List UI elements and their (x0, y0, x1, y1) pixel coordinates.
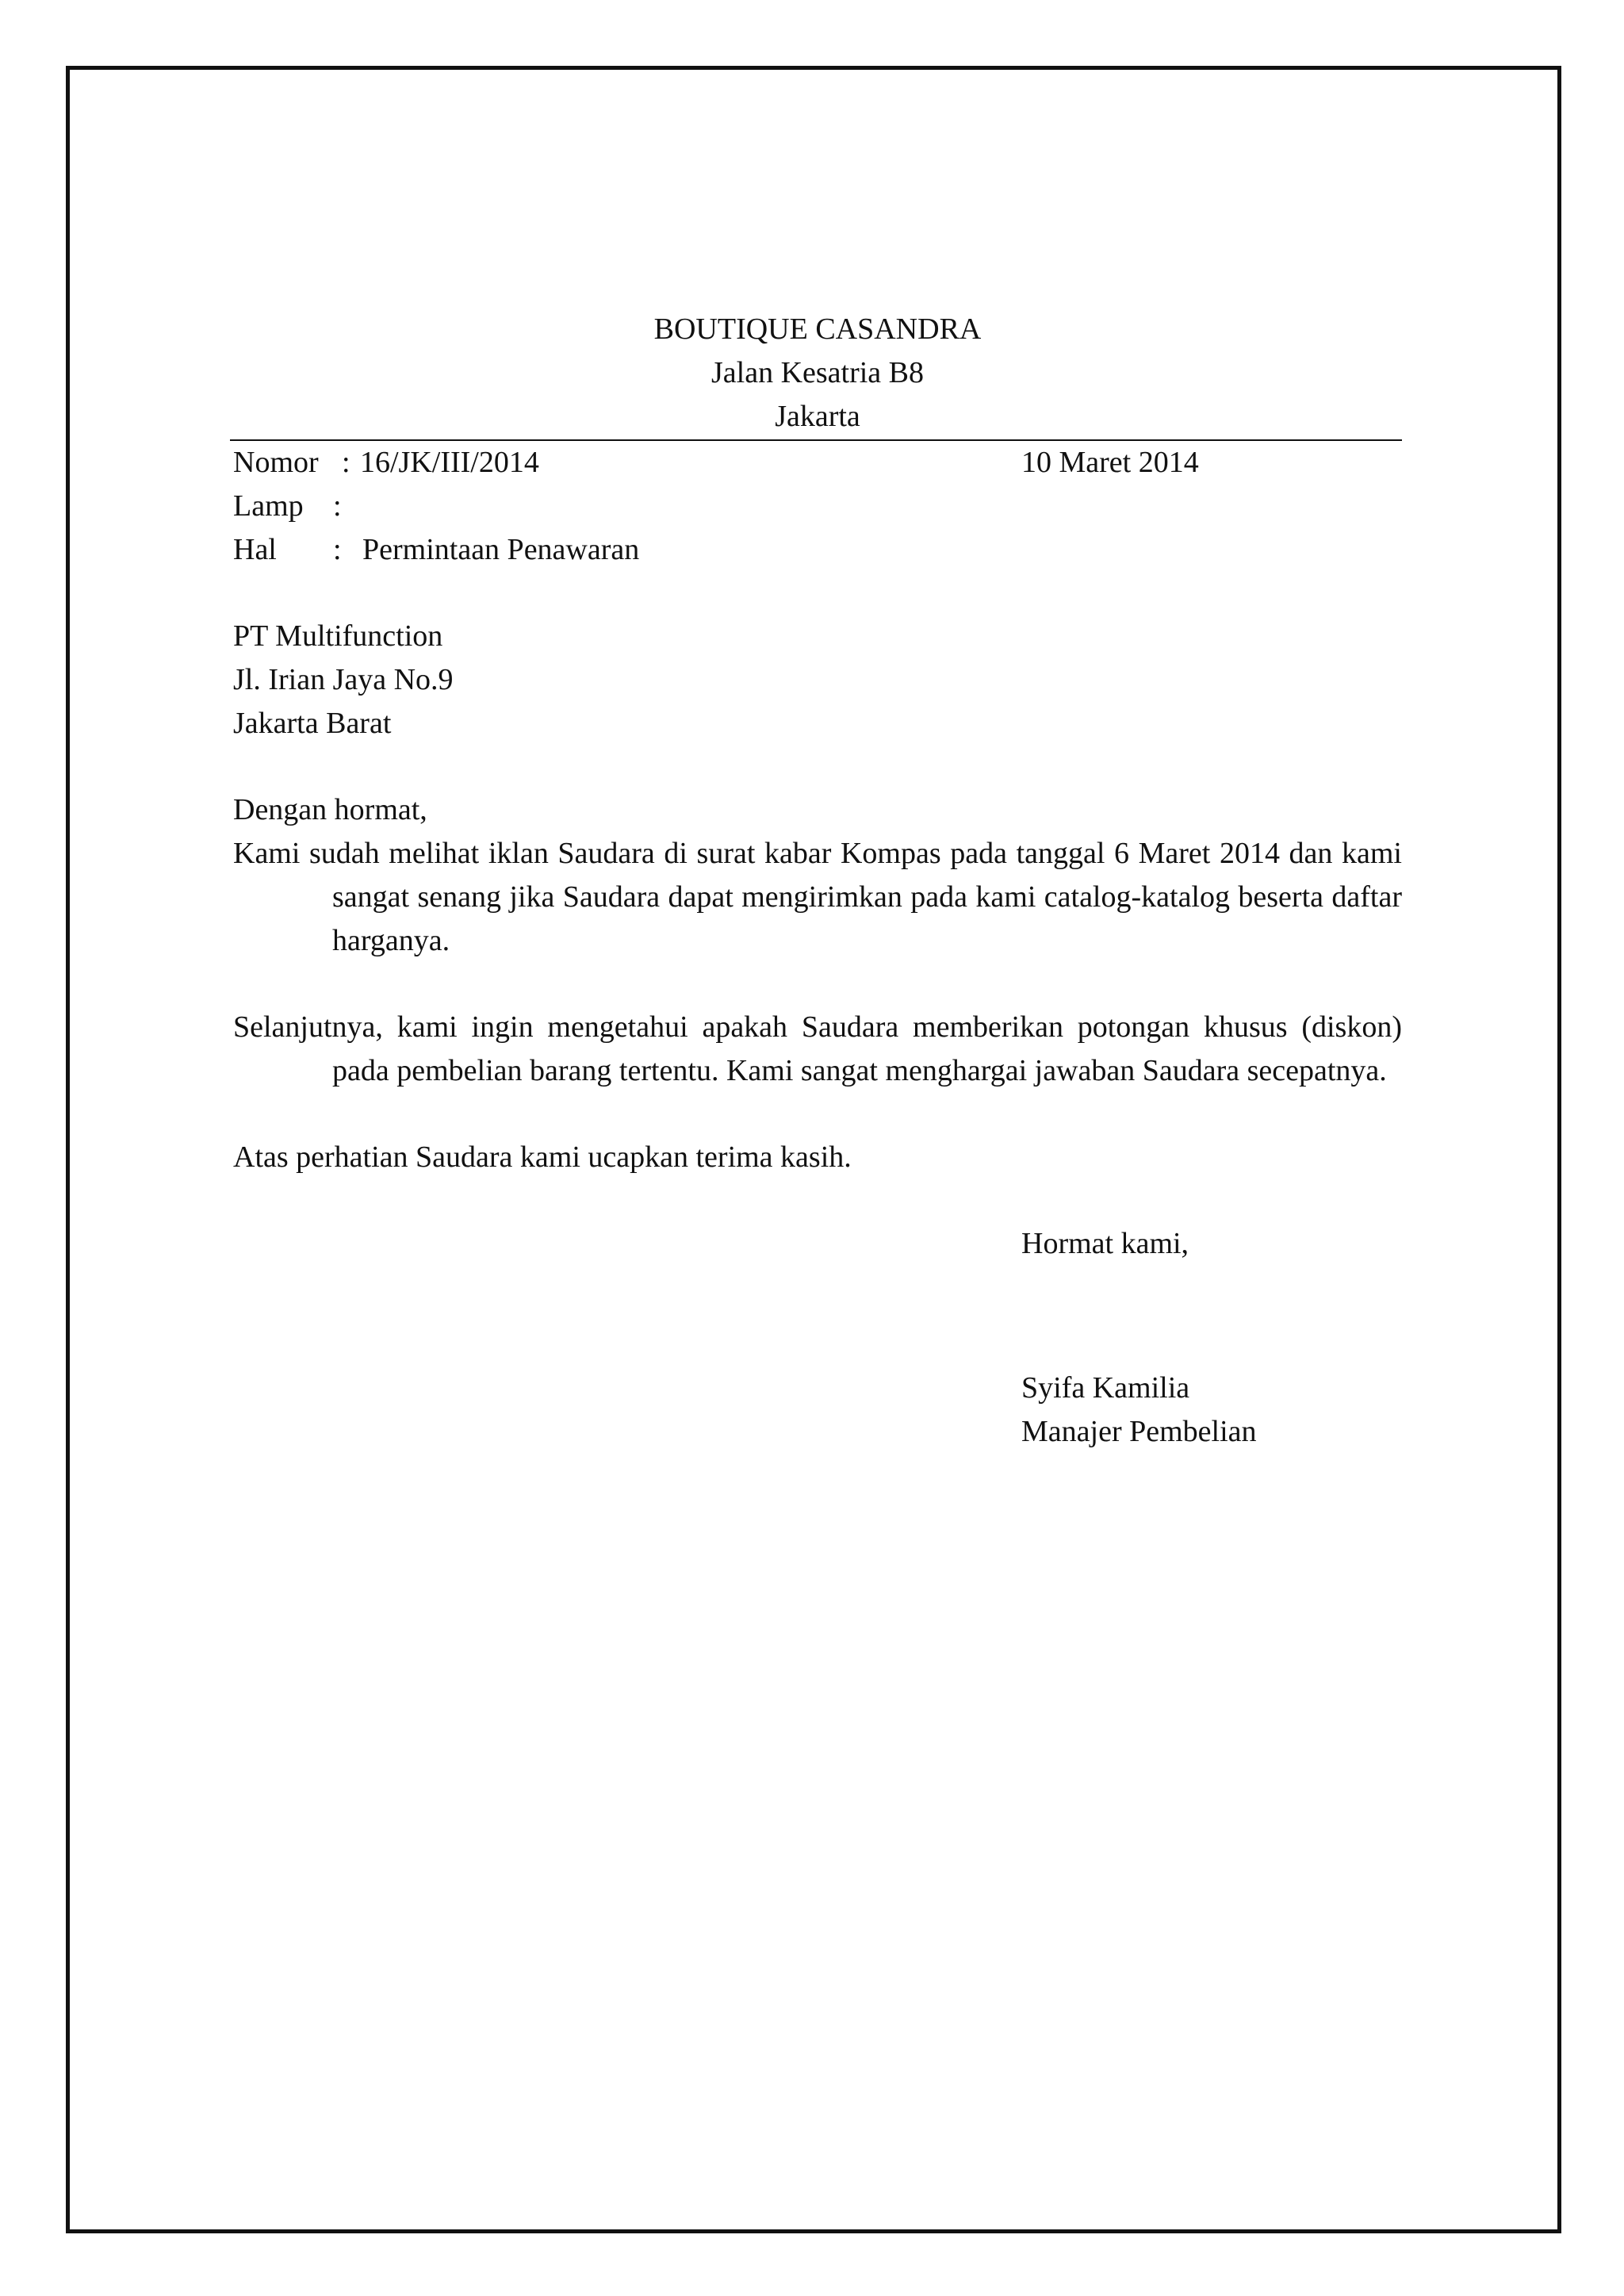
salutation: Dengan hormat, (233, 793, 427, 826)
letterhead (233, 308, 1402, 439)
spacer (233, 572, 1402, 615)
spacer (233, 746, 1402, 788)
recipient-name: PT Multifunction (233, 619, 443, 653)
closing-sentence: Atas perhatian Saudara kami ucapkan terima kasih. (233, 1140, 852, 1174)
signer-title: Manajer Pembelian (1021, 1415, 1257, 1448)
nomor-row (233, 441, 1402, 485)
spacer (233, 1093, 1402, 1136)
signature-space (1021, 1266, 1402, 1366)
nomor-label: Nomor (233, 446, 319, 479)
lamp-colon: : (333, 489, 342, 523)
signer-name: Syifa Kamilia (1021, 1371, 1190, 1405)
recipient-city: Jakarta Barat (233, 707, 392, 740)
company-name: BOUTIQUE CASANDRA (653, 312, 982, 346)
lamp-label: Lamp (233, 489, 304, 523)
signature-block (1021, 1222, 1402, 1454)
company-street: Jalan Kesatria B8 (710, 356, 925, 389)
nomor-value: 16/JK/III/2014 (360, 446, 539, 479)
recipient-address: Jl. Irian Jaya No.9 (233, 663, 454, 696)
letter (233, 308, 1402, 1454)
company-city: Jakarta (775, 400, 860, 433)
lamp-row (233, 485, 1402, 528)
recipient (233, 615, 1402, 746)
letter-date: 10 Maret 2014 (1021, 446, 1199, 479)
hal-row (233, 528, 1402, 572)
hal-value: Permintaan Penawaran (362, 533, 640, 566)
hal-label: Hal (233, 533, 277, 566)
nomor-colon: : (342, 446, 350, 479)
body-paragraph-2: Selanjutnya, kami ingin mengetahui apakah Saudara memberikan potongan khusus (diskon) pada pembelian barang tertentu. Kami sangat menghargai jawaban Saudara secepatnya. (233, 1010, 1402, 1087)
spacer (233, 1179, 1402, 1222)
hal-colon: : (333, 533, 342, 566)
signature-closing: Hormat kami, (1021, 1227, 1189, 1260)
body-paragraph-1: Kami sudah melihat iklan Saudara di surat kabar Kompas pada tanggal 6 Maret 2014 dan kami sangat senang jika Saudara dapat mengirimkan pada kami catalog-katalog beserta daftar harganya. (233, 837, 1402, 957)
spacer (233, 963, 1402, 1006)
